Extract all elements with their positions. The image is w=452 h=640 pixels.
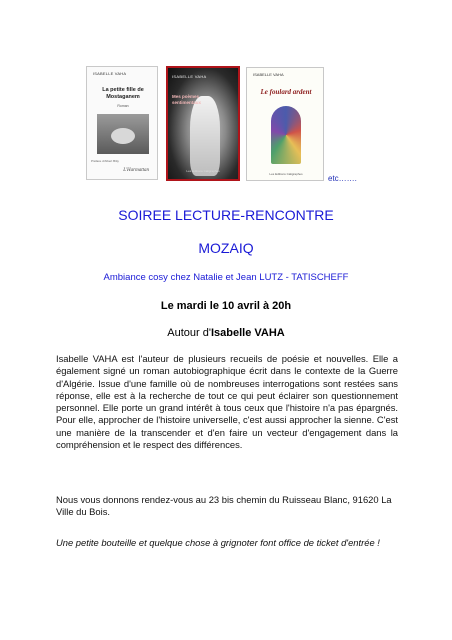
address-paragraph: Nous vous donnons rendez-vous au 23 bis chemin du Ruisseau Blanc, 91620 La Ville du Bois. (56, 494, 392, 518)
book-publisher: L'Harmattan (123, 168, 149, 173)
book-genre: Roman (117, 104, 129, 108)
event-heading: SOIREE LECTURE-RENCONTRE (118, 207, 334, 223)
author-bio-paragraph: Isabelle VAHA est l'auteur de plusieurs recueils de poésie et nouvelles. Elle a également signé un roman autobiographique écrit dans le contexte de la Guerre d'Algérie. Issue d'une famille où de nombreuses interrogations sont restées sans réponse, elle est à la recherche de tout ce qui peut éclairer son questionnement personnel. Elle porte un grand intérêt à tous ceux que l'histoire n'a pas épargnés. Pour elle, approcher de l'histoire universelle, c'est aussi approcher la sienne. C'est une manière de la transcender et d'en faire un vecteur d'engagement dans la compréhension et le respect des différences. (56, 353, 398, 451)
book-cover-1 (86, 66, 158, 180)
author-line-prefix: Autour d' (167, 327, 211, 339)
event-date: Le mardi le 10 avril à 20h (160, 300, 292, 312)
book-cover-figure (190, 96, 220, 176)
book-title: Le foulard ardent (260, 88, 312, 96)
event-subheading: MOZAIQ (198, 240, 254, 256)
book-preface: Préface d'Albert Bitty (91, 159, 119, 163)
book-author: ISABELLE VAHA (172, 74, 207, 79)
ambiance-line: Ambiance cosy chez Natalie et Jean LUTZ - TATISCHEFF (103, 272, 349, 283)
book-covers (0, 0, 452, 190)
book-cover-3 (246, 67, 324, 181)
book-cover-photo (97, 114, 149, 154)
ticket-note-paragraph: Une petite bouteille et quelque chose à grignoter font office de ticket d'entrée ! (56, 537, 380, 548)
book-title: Mes poèmes sentimentaux (172, 94, 202, 105)
book-title: La petite fille de Mostaganem (102, 87, 144, 100)
stained-glass-image (271, 106, 301, 164)
author-line (0, 327, 452, 339)
book-publisher: Les Editions Caligraphes (269, 172, 303, 176)
author-name: Isabelle VAHA (210, 327, 285, 339)
book-author: ISABELLE VAHA (93, 71, 127, 76)
book-author: ISABELLE VAHA (253, 72, 284, 77)
book-publisher: Les Editions Caligraphes (186, 169, 220, 173)
book-cover-2 (166, 66, 240, 181)
etc-text: etc……. (328, 174, 357, 183)
